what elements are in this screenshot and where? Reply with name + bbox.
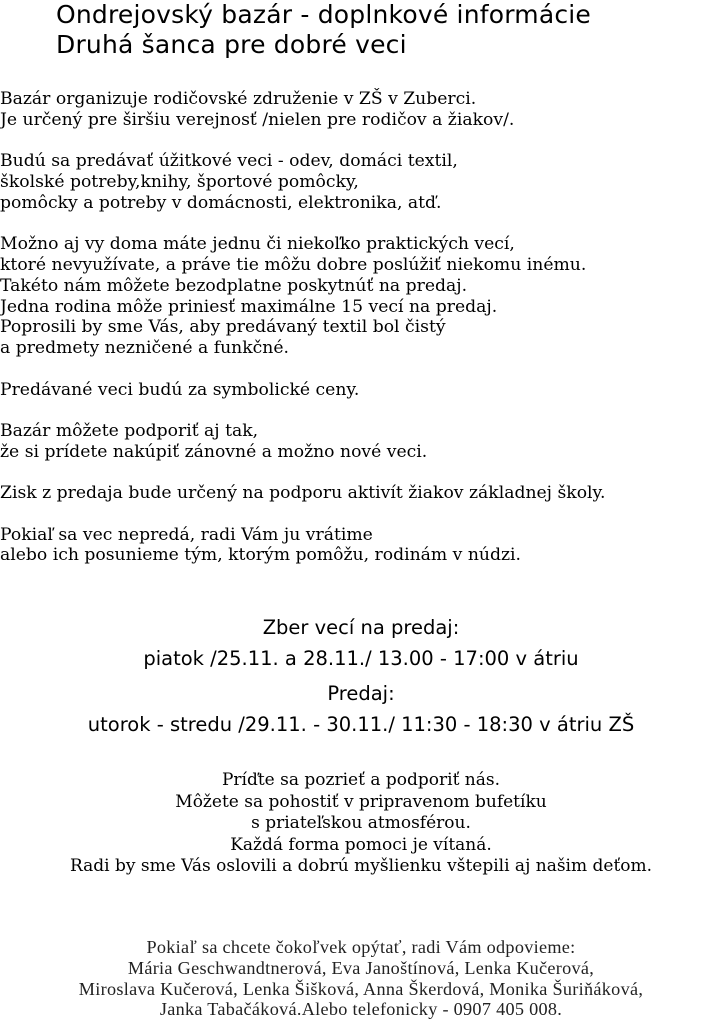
title-line-1: Ondrejovský bazár - doplnkové informácie: [56, 0, 592, 29]
text-line: Pokiaľ sa vec nepredá, radi Vám ju vrátime: [0, 524, 373, 545]
text-line: že si prídete nakúpiť zánovné a možno nové veci.: [0, 441, 428, 462]
page-title: [56, 0, 591, 60]
sale-schedule: [0, 680, 722, 739]
closing-line: s priateľskou atmosférou.: [251, 813, 471, 833]
text-line: Poprosili by sme Vás, aby predávaný textil bol čistý: [0, 317, 446, 338]
closing-message: [0, 770, 722, 878]
text-line: Takéto nám môžete bezodplatne poskytnúť na predaj.: [0, 275, 468, 296]
text-line: ktoré nevyužívate, a práve tie môžu dobre poslúžiť niekomu inému.: [0, 254, 587, 275]
contact-line: Janka Tabačáková.Alebo telefonicky - 0907 405 008.: [159, 999, 563, 1020]
text-line: Je určený pre širšiu verejnosť /nielen pre rodičov a žiakov/.: [0, 109, 515, 130]
text-line: Bazár organizuje rodičovské združenie v ZŠ v Zuberci.: [0, 89, 477, 109]
paragraph-unsold: [0, 525, 722, 567]
paragraph-prices: [0, 380, 722, 401]
paragraph-donation: [0, 234, 722, 359]
collection-time: piatok /25.11. a 28.11./ 13.00 - 17:00 v átriu: [143, 647, 579, 670]
collection-label: Zber vecí na predaj:: [262, 616, 460, 639]
text-line: Budú sa predávať úžitkové veci - odev, domáci textil,: [0, 151, 458, 172]
text-line: a predmety nezničené a funkčné.: [0, 338, 289, 359]
text-line: alebo ich posunieme tým, ktorým pomôžu, rodinám v núdzi.: [0, 545, 522, 566]
text-line: pomôcky a potreby v domácnosti, elektronika, atď.: [0, 192, 442, 213]
paragraph-profit: [0, 483, 722, 504]
text-line: Zisk z predaja bude určený na podporu aktivít žiakov základnej školy.: [0, 483, 606, 504]
closing-line: Radi by sme Vás oslovili a dobrú myšlienku vštepili aj našim deťom.: [69, 856, 653, 876]
sale-time: utorok - stredu /29.11. - 30.11./ 11:30 - 18:30 v átriu ZŠ: [87, 713, 635, 736]
contact-info: [0, 937, 722, 1020]
paragraph-items: [0, 151, 722, 213]
closing-line: Môžete sa pohostiť v pripravenom bufetíku: [175, 791, 547, 812]
contact-line: Mária Geschwandtnerová, Eva Janoštínová, Lenka Kučerová,: [127, 957, 595, 978]
text-line: Jedna rodina môže priniesť maximálne 15 vecí na predaj.: [0, 296, 498, 317]
paragraph-organizer: [0, 89, 722, 131]
text-line: Bazár môžete podporiť aj tak,: [0, 420, 259, 441]
closing-line: Príďte sa pozrieť a podporiť nás.: [221, 770, 501, 790]
collection-schedule: [0, 614, 722, 673]
closing-line: Každá forma pomoci je vítaná.: [230, 834, 492, 855]
paragraph-support: [0, 421, 722, 463]
info-body: [0, 89, 722, 587]
text-line: Možno aj vy doma máte jednu či niekoľko praktických vecí,: [0, 234, 515, 255]
sale-label: Predaj:: [327, 682, 395, 705]
title-line-2: Druhá šanca pre dobré veci: [56, 30, 407, 59]
contact-line: Pokiaľ sa chcete čokoľvek opýtať, radi Vám odpovieme:: [146, 937, 576, 957]
text-line: Predávané veci budú za symbolické ceny.: [0, 379, 360, 400]
contact-line: Miroslava Kučerová, Lenka Šišková, Anna Škerdová, Monika Šuriňáková,: [78, 978, 644, 999]
text-line: školské potreby,knihy, športové pomôcky,: [0, 171, 359, 192]
